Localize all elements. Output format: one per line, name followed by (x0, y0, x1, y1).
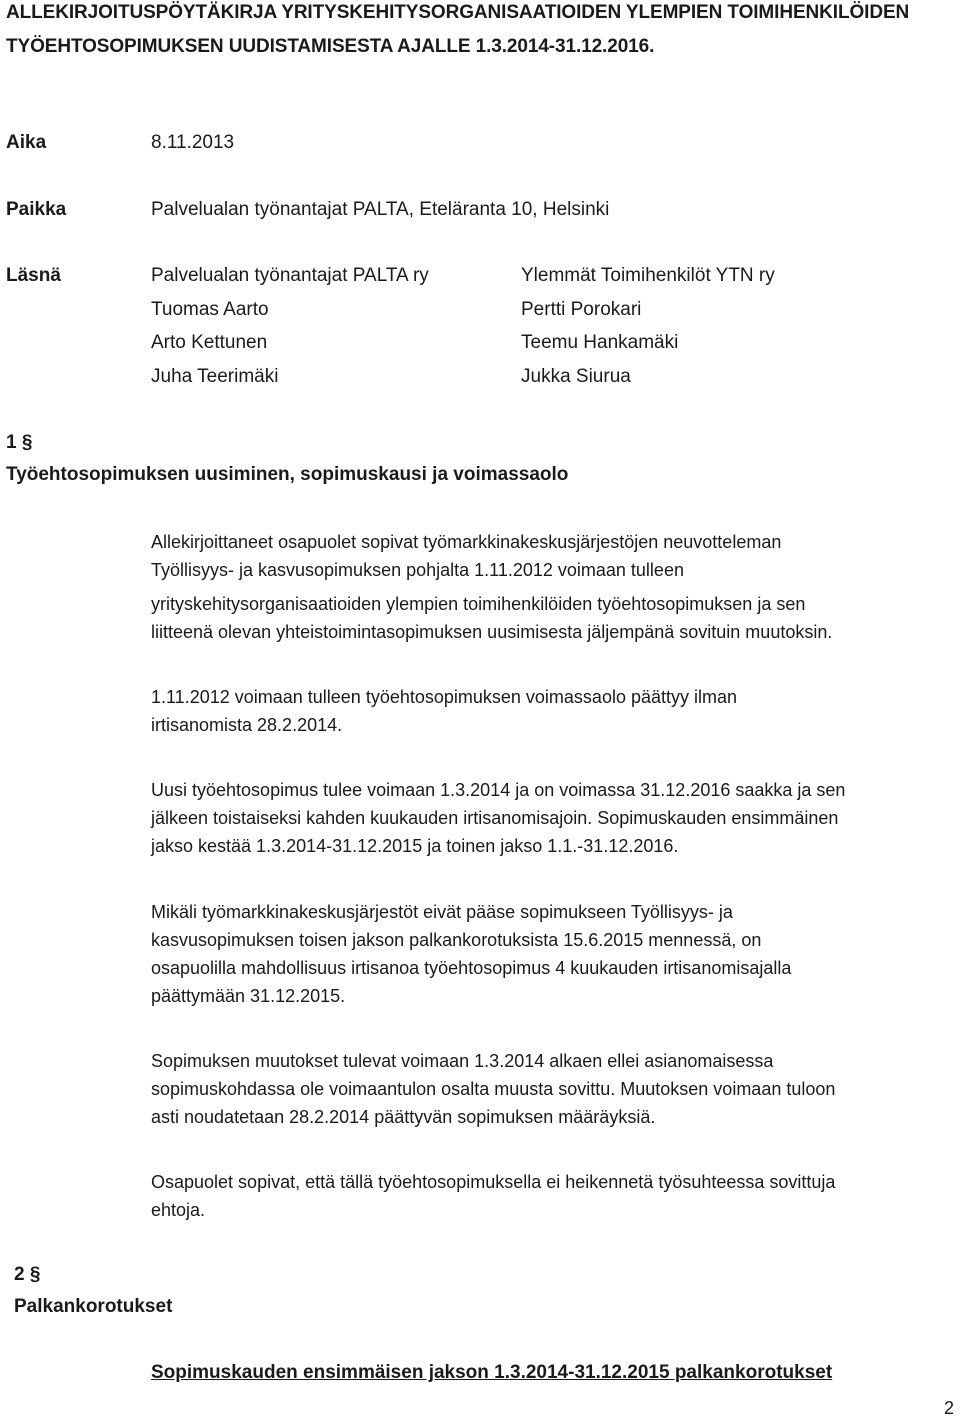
paragraph-line: asti noudatetaan 28.2.2014 päättyvän sopimuksen määräyksiä. (151, 1107, 656, 1127)
union-org: Ylemmät Toimihenkilöt YTN ry (521, 265, 775, 286)
paragraph-line: jakso kestää 1.3.2014-31.12.2015 ja toinen jakso 1.1.-31.12.2016. (151, 836, 679, 856)
paragraph (151, 1047, 941, 1131)
paragraph-line: liitteenä olevan yhteistoimintasopimuksen uusimisesta jäljempänä sovituin muutoksin. (151, 622, 833, 642)
paragraph-line: 1.11.2012 voimaan tulleen työehtosopimuksen voimassaolo päättyy ilman (151, 687, 738, 707)
employer-attendee: Juha Teerimäki (151, 366, 279, 387)
aika-label: Aika (6, 132, 47, 153)
union-attendee: Jukka Siurua (521, 366, 631, 387)
union-attendee: Teemu Hankamäki (521, 332, 679, 353)
paikka-label: Paikka (6, 199, 67, 220)
paragraph-line: Allekirjoittaneet osapuolet sopivat työmarkkinakeskusjärjestöjen neuvotteleman (151, 532, 782, 552)
paragraph-line: päättymään 31.12.2015. (151, 986, 346, 1006)
paragraph-line: irtisanomista 28.2.2014. (151, 715, 343, 735)
paragraph-line: ehtoja. (151, 1200, 206, 1220)
section-2-number: 2 § (14, 1264, 41, 1285)
paragraph (151, 898, 941, 1010)
paragraph-line: Osapuolet sopivat, että tällä työehtosopimuksella ei heikennetä työsuhteessa sovittuja (151, 1172, 836, 1192)
document-title-line-1: ALLEKIRJOITUSPÖYTÄKIRJA YRITYSKEHITYSORGANISAATIOIDEN YLEMPIEN TOIMIHENKILÖIDEN (6, 2, 910, 23)
paragraph-line: kasvusopimuksen toisen jakson palkankorotuksista 15.6.2015 mennessä, on (151, 930, 762, 950)
lasna-label: Läsnä (6, 265, 61, 286)
employer-attendee: Arto Kettunen (151, 332, 268, 353)
section-2-title: Palkankorotukset (14, 1296, 173, 1317)
paragraph (151, 1168, 941, 1224)
page-number: 2 (943, 1398, 954, 1418)
paragraph-line: Sopimuksen muutokset tulevat voimaan 1.3.2014 alkaen ellei asianomaisessa (151, 1051, 774, 1071)
paragraph-line: Uusi työehtosopimus tulee voimaan 1.3.2014 ja on voimassa 31.12.2016 saakka ja sen (151, 780, 846, 800)
paragraph-line: Työllisyys- ja kasvusopimuksen pohjalta 1.11.2012 voimaan tulleen (151, 560, 684, 580)
section-1-number: 1 § (6, 432, 33, 453)
union-attendee: Pertti Porokari (521, 299, 642, 320)
paragraph-line: sopimuskohdassa ole voimaantulon osalta muusta sovittu. Muutoksen voimaan tuloon (151, 1079, 836, 1099)
paikka-value: Palvelualan työnantajat PALTA, Eteläranta 10, Helsinki (151, 199, 610, 220)
paragraph-line: yrityskehitysorganisaatioiden ylempien toimihenkilöiden työehtosopimuksen ja sen (151, 594, 806, 614)
paragraph (151, 683, 941, 739)
employer-attendee: Tuomas Aarto (151, 299, 269, 320)
paragraph (151, 528, 941, 646)
paragraph-line: Mikäli työmarkkinakeskusjärjestöt eivät pääse sopimukseen Työllisyys- ja (151, 902, 733, 922)
aika-value: 8.11.2013 (151, 132, 235, 153)
paragraph-line: jälkeen toistaiseksi kahden kuukauden irtisanomisajoin. Sopimuskauden ensimmäinen (151, 808, 839, 828)
section-1-title: Työehtosopimuksen uusiminen, sopimuskausi ja voimassaolo (6, 464, 569, 485)
employer-org: Palvelualan työnantajat PALTA ry (151, 265, 429, 286)
section-2-subheading: Sopimuskauden ensimmäisen jakson 1.3.2014-31.12.2015 palkankorotukset (151, 1362, 833, 1383)
paragraph-line: osapuolilla mahdollisuus irtisanoa työehtosopimus 4 kuukauden irtisanomisajalla (151, 958, 792, 978)
paragraph (151, 776, 941, 860)
document-title-line-2: TYÖEHTOSOPIMUKSEN UUDISTAMISESTA AJALLE 1.3.2014-31.12.2016. (6, 36, 655, 57)
